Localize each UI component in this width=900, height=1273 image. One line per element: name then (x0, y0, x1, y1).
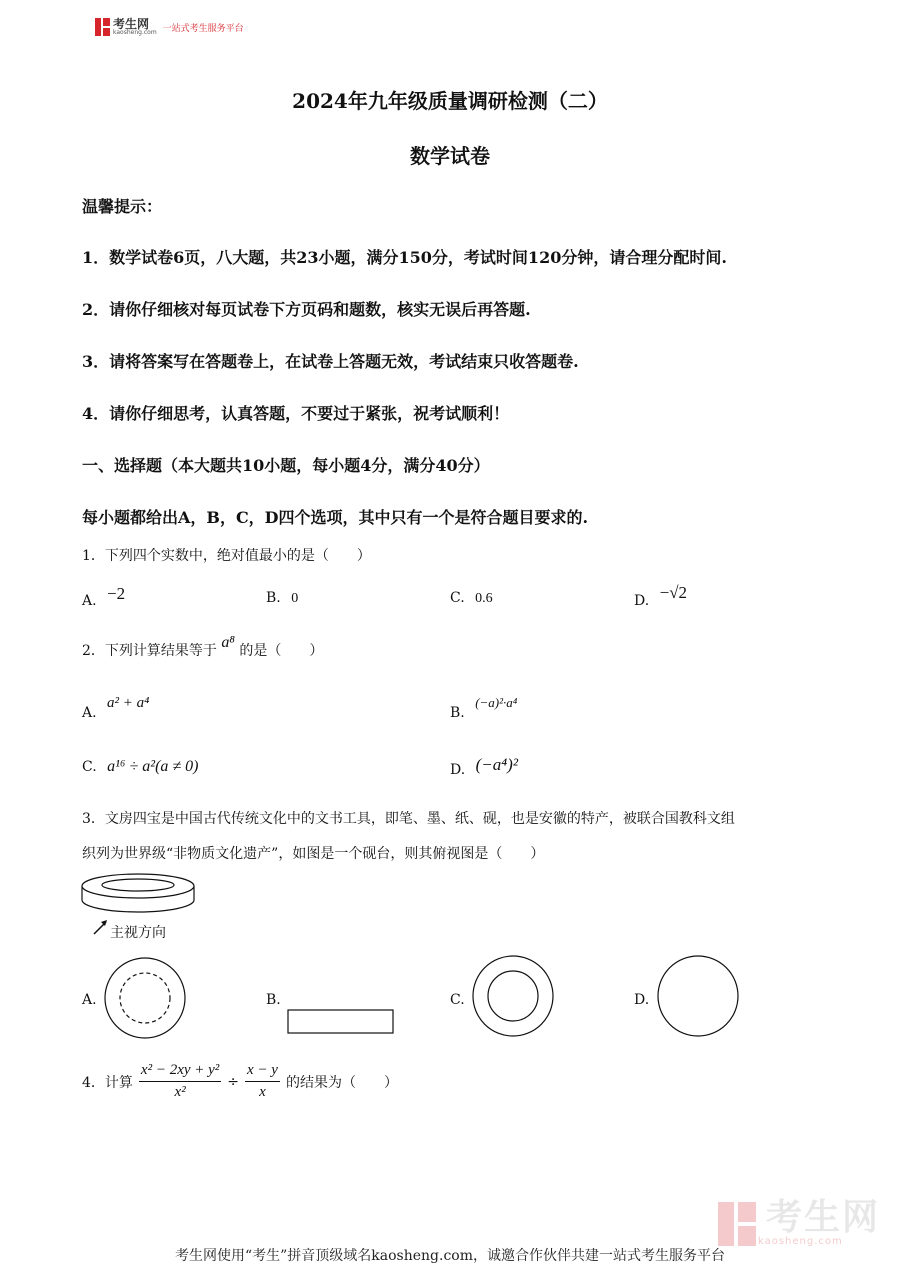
option-label: C. (450, 590, 465, 606)
q3-option-c-figure (470, 953, 556, 1039)
question-2-stem (82, 634, 324, 660)
q3-option-a-label: A. (82, 992, 97, 1008)
watermark-logo (718, 1197, 880, 1247)
option-value: −√2 (659, 583, 688, 602)
q1-option-b (266, 590, 298, 607)
option-value: a² + a⁴ (107, 695, 150, 711)
option-label: A. (82, 705, 97, 721)
option-value: −2 (107, 584, 126, 603)
q1-option-d (634, 583, 688, 610)
header-logo (95, 18, 244, 36)
question-4-stem (82, 1062, 398, 1101)
logo-name: 考生网 (113, 17, 150, 31)
notice-item: 2．请你仔细核对每页试卷下方页码和题数，核实无误后再答题. (82, 300, 531, 319)
q2-option-d (450, 755, 518, 778)
page-title: 2024年九年级质量调研检测（二） (292, 89, 608, 113)
notice-item: 4．请你仔细思考，认真答题，不要过于紧张，祝考试顺利！ (82, 404, 510, 423)
page-footer: 考生网使用“考生”拼音顶级域名kaosheng.com，诚邀合作伙伴共建一站式考生服务平台 (174, 1248, 726, 1264)
q3-option-b-label: B. (266, 992, 281, 1008)
q2-option-a (82, 695, 150, 721)
section-heading: 一、选择题（本大题共10小题，每小题4分，满分40分） (82, 456, 490, 475)
stem-text: 2．下列计算结果等于 (82, 643, 217, 659)
q1-option-c (450, 590, 493, 607)
q3-option-d-figure (655, 953, 741, 1039)
fraction-2 (245, 1062, 280, 1101)
page-subtitle: 数学试卷 (410, 144, 490, 168)
option-value: 0 (291, 591, 299, 606)
q2-option-b (450, 695, 518, 721)
fraction-numerator: x − y (245, 1062, 280, 1082)
notice-heading: 温馨提示： (82, 197, 163, 216)
watermark-domain: kaosheng.com (757, 1236, 843, 1247)
option-label: B. (450, 705, 465, 721)
fraction-1 (139, 1062, 221, 1101)
option-value: 0.6 (475, 591, 493, 606)
logo-mark-icon (95, 18, 110, 36)
q3-option-c-label: C. (450, 992, 465, 1008)
stem-text: 4．计算 (82, 1074, 133, 1091)
view-direction-label: 主视方向 (110, 925, 166, 941)
question-3-stem-line1: 3．文房四宝是中国古代传统文化中的文书工具，即笔、墨、纸、砚，也是安徽的特产，被联合国教科文组 (82, 811, 735, 827)
option-label: C. (82, 759, 97, 775)
q3-option-d-label: D. (634, 992, 650, 1008)
logo-slogan: 一站式考生服务平台 (162, 23, 244, 34)
question-3-stem-line2: 织列为世界级“非物质文化遗产”，如图是一个砚台，则其俯视图是（ ） (82, 846, 545, 862)
q2-option-c (82, 758, 199, 776)
stem-text: 的结果为（ ） (285, 1074, 398, 1091)
option-value: a¹⁶ ÷ a²(a ≠ 0) (107, 758, 199, 775)
option-label: A. (82, 593, 97, 609)
option-value: (−a)²·a⁴ (475, 695, 518, 710)
fraction-denominator: x² (174, 1084, 186, 1100)
option-label: B. (266, 590, 281, 606)
watermark-mark-icon (718, 1202, 758, 1246)
option-label: D. (450, 762, 466, 778)
notice-item: 1．数学试卷6页，八大题，共23小题，满分150分，考试时间120分钟，请合理分配时间. (82, 248, 727, 267)
stem-text: 的是（ ） (239, 643, 324, 659)
inkstone-figure (78, 870, 198, 920)
q1-option-a (82, 584, 126, 610)
operator: ÷ (227, 1073, 240, 1090)
notice-item: 3．请将答案写在答题卷上，在试卷上答题无效，考试结束只收答题卷. (82, 352, 579, 371)
arrow-icon (92, 918, 110, 936)
stem-math: a⁸ (221, 634, 235, 651)
question-1-stem: 1．下列四个实数中，绝对值最小的是（ ） (82, 548, 371, 564)
section-intro: 每小题都给出A，B，C，D四个选项，其中只有一个是符合题目要求的. (82, 508, 589, 527)
logo-domain: kaosheng.com (113, 29, 157, 36)
fraction-numerator: x² − 2xy + y² (139, 1062, 221, 1082)
q3-option-a-figure (102, 955, 188, 1041)
watermark-name: 考生网 (765, 1197, 880, 1238)
fraction-denominator: x (259, 1084, 266, 1100)
option-label: D. (634, 593, 650, 609)
q3-option-b-figure (286, 1008, 396, 1036)
option-value: (−a⁴)² (475, 755, 518, 774)
